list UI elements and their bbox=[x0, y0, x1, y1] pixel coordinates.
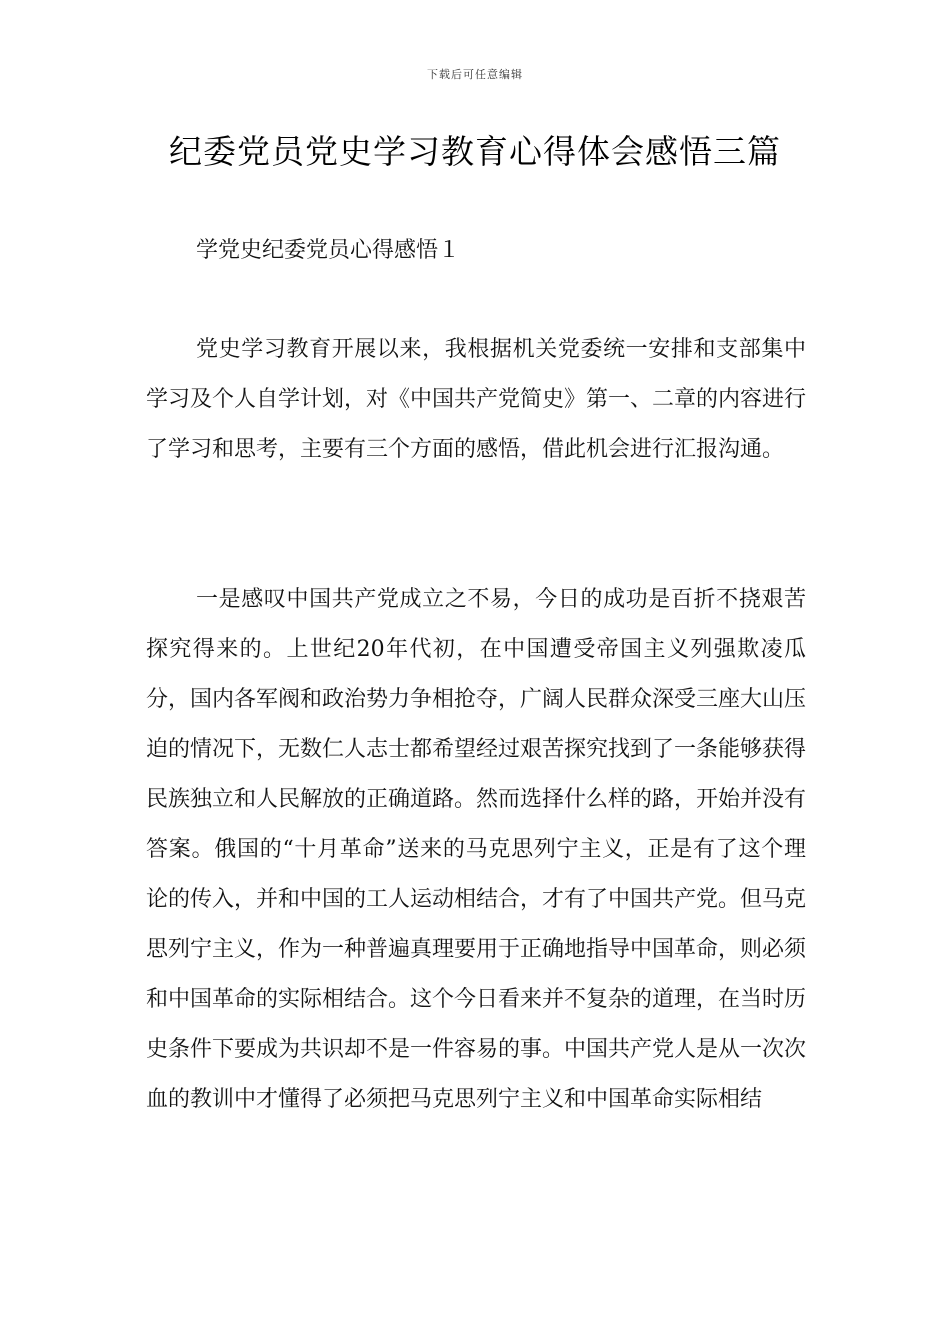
section-heading: 学党史纪委党员心得感悟１ bbox=[196, 238, 461, 263]
document-title: 纪委党员党史学习教育心得体会感悟三篇 bbox=[169, 132, 781, 171]
body-paragraph-1: 党史学习教育开展以来，我根据机关党委统一安排和支部集中学习及个人自学计划，对《中国共产党简史》第一、二章的内容进行了学习和思考，主要有三个方面的感悟，借此机会进行汇报沟通。 bbox=[146, 337, 807, 462]
body-paragraph-2: 一是感叹中国共产党成立之不易，今日的成功是百折不挠艰苦探究得来的。上世纪20年代初，在中国遭受帝国主义列强欺凌瓜分，国内各军阀和政治势力争相抢夺，广阔人民群众深受三座大山压迫的情况下，无数仁人志士都希望经过艰苦探究找到了一条能够获得民族独立和人民解放的正确道路。然而选择什么样的路，开始并没有答案。俄国的“十月革命”送来的马克思列宁主义，正是有了这个理论的传入，并和中国的工人运动相结合，才有了中国共产党。但马克思列宁主义，作为一种普遍真理要用于正确地指导中国革命，则必须和中国革命的实际相结合。这个今日看来并不复杂的道理，在当时历史条件下要成为共识却不是一件容易的事。中国共产党人是从一次次血的教训中才懂得了必须把马克思列宁主义和中国革命实际相结 bbox=[146, 587, 807, 1112]
header-note: 下载后可任意编辑 bbox=[427, 68, 523, 81]
